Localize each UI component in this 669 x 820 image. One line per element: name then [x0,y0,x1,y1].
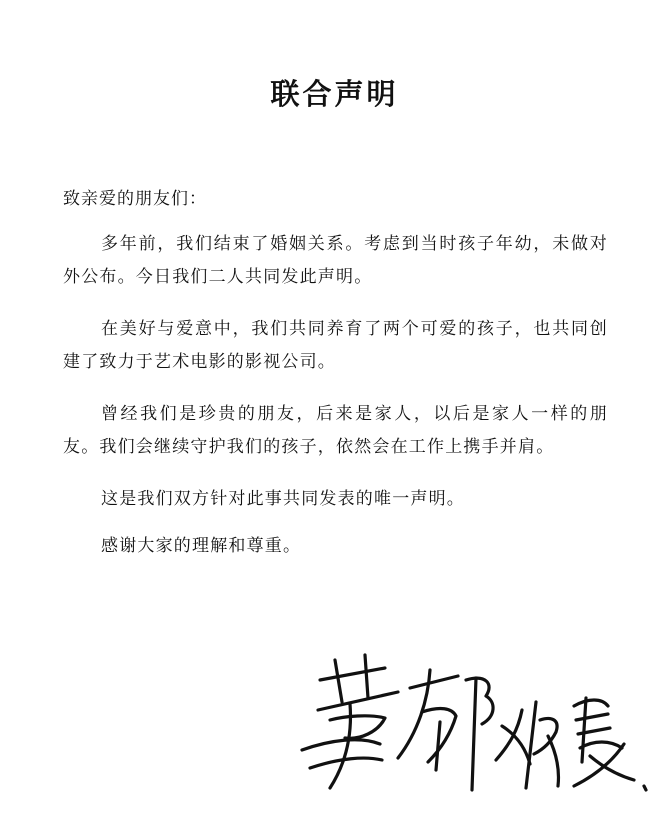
greeting: 致亲爱的朋友们： [63,189,207,209]
paragraph-5: 感谢大家的理解和尊重。 [101,536,302,556]
handwritten-signature [290,640,650,810]
document-title: 联合声明 [270,77,399,111]
paragraph-4: 这是我们双方针对此事共同发表的唯一声明。 [101,489,465,509]
paragraph-1: 多年前，我们结束了婚姻关系。考虑到当时孩子年幼，未做对外公布。今日我们二人共同发此声明。 [63,234,608,287]
paragraph-2: 在美好与爱意中，我们共同养育了两个可爱的孩子，也共同创建了致力于艺术电影的影视公司。 [63,319,608,372]
paragraph-3: 曾经我们是珍贵的朋友，后来是家人，以后是家人一样的朋友。我们会继续守护我们的孩子，依然会在工作上携手并肩。 [63,404,608,457]
